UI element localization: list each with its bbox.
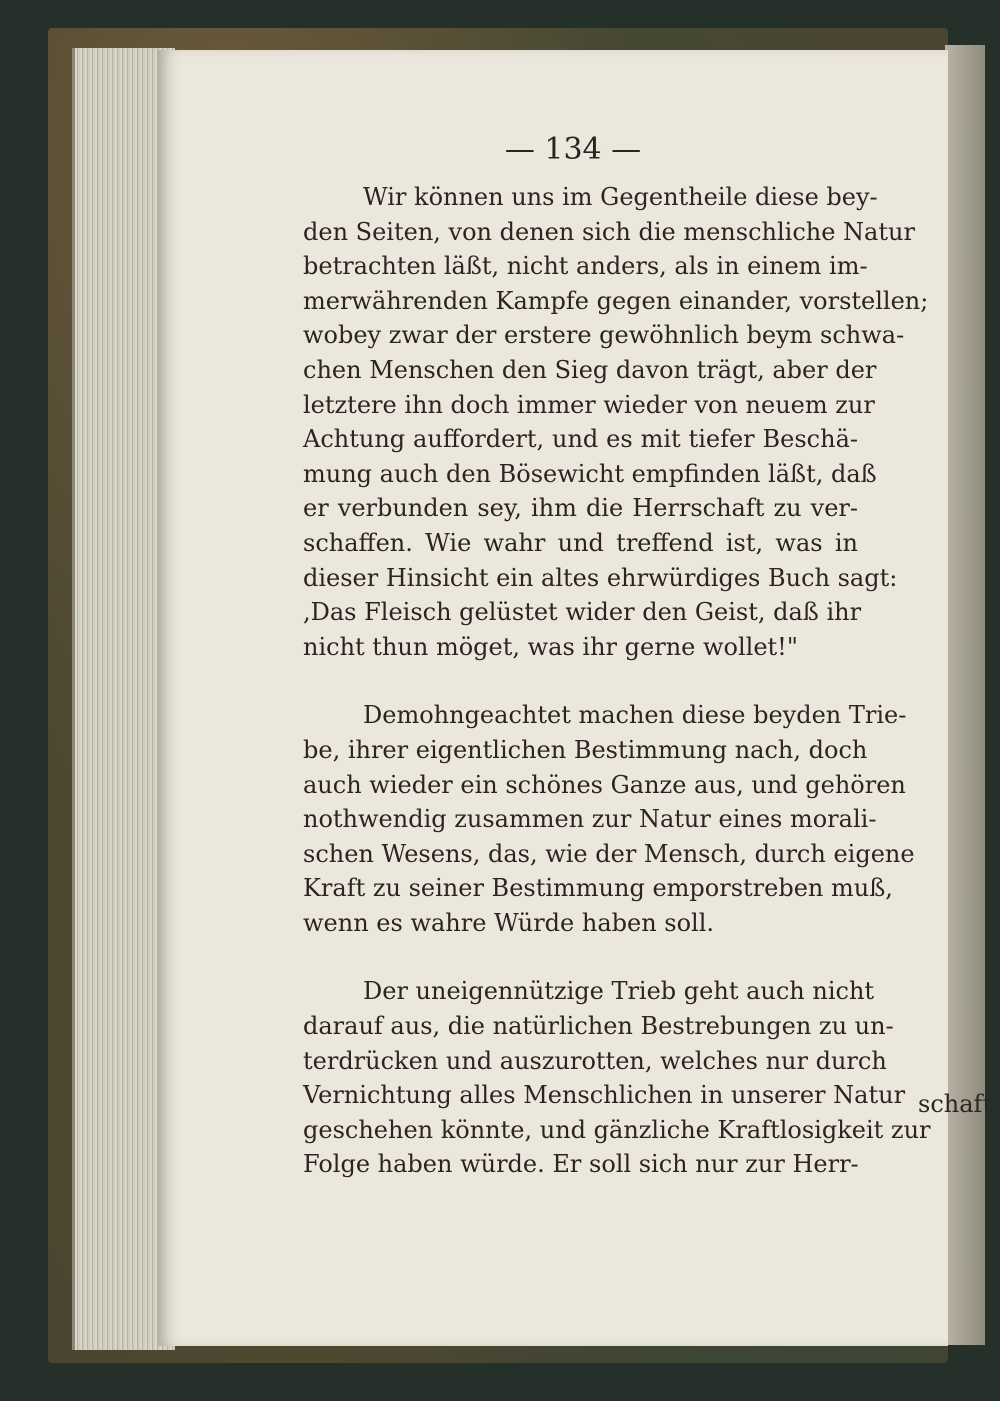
- text-line: Kraft zu seiner Bestimmung emporstreben muß,: [303, 874, 893, 903]
- facing-page-edge: [945, 45, 985, 1345]
- text-line: den Seiten, von denen sich die menschliche Natur: [303, 217, 915, 246]
- text-line: Wir können uns im Gegentheile diese bey-: [363, 183, 878, 211]
- page-text: [303, 180, 931, 1216]
- page-number: — 134 —: [504, 132, 642, 167]
- text-line: chen Menschen den Sieg davon trägt, aber der: [303, 355, 877, 384]
- text-line: wobey zwar der erstere gewöhnlich beym schwa-: [303, 321, 905, 350]
- text-line: Demohngeachtet machen diese beyden Trie-: [363, 701, 907, 730]
- catchword: schaft: [918, 1090, 993, 1118]
- book-page: [158, 50, 993, 1346]
- text-line: Folge haben würde. Er soll sich nur zur Herr-: [303, 1150, 859, 1179]
- text-line: dieser Hinsicht ein altes ehrwürdiges Buch sagt:: [303, 563, 898, 592]
- text-line: betrachten läßt, nicht anders, als in einem im-: [303, 252, 868, 281]
- text-line: geschehen könnte, und gänzliche Kraftlosigkeit zur: [303, 1115, 931, 1144]
- paragraph: [303, 698, 915, 940]
- text-line: darauf aus, die natürlichen Bestrebungen zu un-: [303, 1012, 894, 1041]
- text-line: wenn es wahre Würde haben soll.: [303, 908, 715, 937]
- text-line: merwährenden Kampfe gegen einander, vorstellen;: [303, 286, 929, 315]
- text-line: nothwendig zusammen zur Natur eines morali-: [303, 805, 877, 834]
- text-line: Achtung auffordert, und es mit tiefer Beschä-: [303, 425, 858, 454]
- text-line: schen Wesens, das, wie der Mensch, durch eigene: [303, 839, 915, 868]
- text-line: er verbunden sey, ihm die Herrschaft zu ver-: [303, 494, 858, 523]
- text-line: ,Das Fleisch gelüstet wider den Geist, daß ihr: [303, 598, 862, 627]
- text-line: letztere ihn doch immer wieder von neuem zur: [303, 390, 875, 419]
- text-line: Der uneigennützige Trieb geht auch nicht: [363, 977, 875, 1006]
- text-line: mung auch den Bösewicht empfinden läßt, daß: [303, 459, 877, 488]
- text-line: be, ihrer eigentlichen Bestimmung nach, doch: [303, 735, 868, 764]
- text-line: auch wieder ein schönes Ganze aus, und gehören: [303, 770, 906, 799]
- text-line: schaffen. Wie wahr und treffend ist, was in: [303, 528, 858, 557]
- text-line: nicht thun möget, was ihr gerne wollet!": [303, 632, 798, 661]
- paragraph: [303, 974, 931, 1182]
- paragraph: [303, 180, 929, 664]
- text-line: terdrücken und auszurotten, welches nur durch: [303, 1046, 887, 1075]
- text-line: Vernichtung alles Menschlichen in unserer Natur: [303, 1081, 906, 1110]
